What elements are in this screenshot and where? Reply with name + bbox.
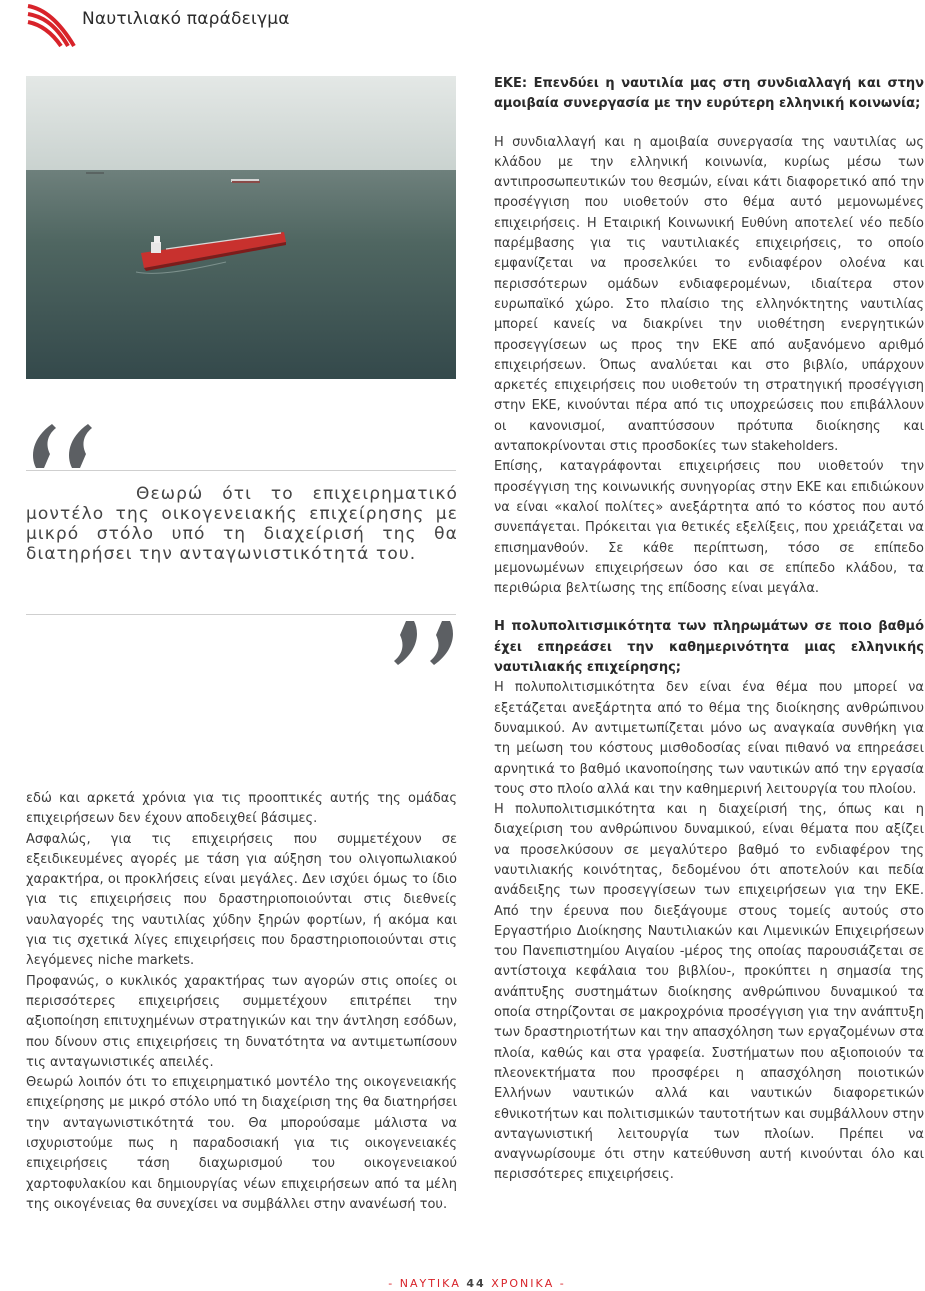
footer-dash: -: [559, 1277, 566, 1290]
wave-stripes-logo-icon: [26, 2, 78, 48]
interview-question-1: ΕΚΕ: Επενδύει η ναυτιλία μας στη συνδιαλλαγή και στην αμοιβαία συνεργασία με την ευρύτερη ελληνική κοινωνία;: [494, 76, 924, 112]
footer-word: ΧΡΟΝΙΚΑ: [491, 1277, 555, 1290]
left-paragraph: Θεωρώ λοιπόν ότι το επιχειρηματικό μοντέλο της οικογενειακής επιχείρησης με μικρό στόλο υπό τη διαχείριση της θα διατηρήσει την ανταγωνιστικότητά του. Θα μπορούσαμε μάλιστα να ισχυριστούμε πως η παραδοσιακή για τις οικογενειακές επιχειρήσεις τάση διαχωρισμού του οικογενειακού χαρτοφυλακίου και δημιουργίας νέων επιχειρήσεων από τα μέλη της οικογένειας θα συνεχίσει να συμβάλλει στην ανανέωσή του.: [26, 1075, 457, 1212]
page-header: [26, 0, 326, 48]
left-paragraph: Ασφαλώς, για τις επιχειρήσεις που συμμετέχουν σε εξειδικευμένες αγορές με τάση για αύξηση του ολιγοπωλιακού χαρακτήρα, οι προκλήσεις είναι μεγάλες. Δεν ισχύει όμως το ίδιο για τις επιχειρήσεις που δραστηριοποιούνται στις διεθνείς ναυλαγορές της ναυτιλίας χύδην ξηρών φορτίων, ή ακόμα και για τις σχετικά λίγες επιχειρήσεις που δραστηριοποιούνται στις λεγόμενες niche markets.: [26, 831, 457, 969]
section-title: Ναυτιλιακό παράδειγμα: [82, 9, 290, 29]
answer-paragraph: Η πολυπολιτισμικότητα δεν είναι ένα θέμα που μπορεί να εξετάζεται ανεξάρτητα από το θέμα της διοίκησης ανθρώπινου δυναμικού. Αν αντιμετωπίζεται μόνο ως αναγκαία συνθήκη για τη μείωση του κόστους μισθοδοσίας είναι πιθανό να επηρεάσει αρνητικά το βαθμό ικανοποίησης των ναυτικών από την εργασία τους στο πλοίο αλλά και την καθημερινή λειτουργία του πλοίου.: [494, 680, 924, 797]
footer-word: ΝΑΥΤΙΚΑ: [399, 1277, 461, 1290]
left-paragraph: Προφανώς, ο κυκλικός χαρακτήρας των αγορών στις οποίες οι περισσότερες επιχειρήσεις συμμετέχουν επιτρέπει την αξιοποίηση επιτυχημένων στρατηγικών και την άντληση εσόδων, που δίνουν στις επιχειρήσεις τη δυνατότητα να αντιμετωπίσουν τις ανταγωνιστικές απειλές.: [26, 973, 457, 1070]
answer-paragraph: Η πολυπολιτισμικότητα και η διαχείρισή της, όπως και η διαχείριση του ανθρώπινου δυναμικού, είναι θέματα που αξίζει να προσελκύσουν σε μεγαλύτερο βαθμό το ενδιαφέρον της ναυτιλιακής κοινότητας, δεδομένου ότι αποτελούν και πεδία ανάδειξης των προσεγγίσεων των επιχειρήσεων για την ΕΚΕ. Από την έρευνα που διεξάγουμε στους τομείς αυτούς στο Εργαστήριο Διοίκησης Ναυτιλιακών και Λιμενικών Επιχειρήσεων του Πανεπιστημίου Αιγαίου -μέρος της οποίας παρουσιάζεται σε αντίστοιχα κεφάλαια του βιβλίου-, προκύπτει η σημασία της ανάπτυξης συστημάτων διοίκησης ανθρώπινου δυναμικού τα οποία στηρίζονται σε μακροχρόνια προσέγγιση για την ανάπτυξη των δραστηριοτήτων και την απασχόληση των εργαζομένων στα πλοία, καθώς και στα γραφεία. Συστήματων που αξιοποιούν τα πλεονεκτήματα που προσφέρει η απασχόληση ποιοτικών Ελλήνων ναυτικών αλλά και ναυτικών διαφορετικών εθνικοτήτων και πολιτισμικών ταυτοτήτων και συμβάλλουν στην ανταγωνιστική λειτουργία των πλοίων. Πρέπει να αναγνωρίσουμε ότι στην κατεύθυνση αυτή κινούνται όλο και περισσότερες επιχειρήσεις.: [494, 802, 924, 1183]
answer-paragraph: Επίσης, καταγράφονται επιχειρήσεις που υιοθετούν την προσέγγιση της κοινωνικής συνηγορίας στην ΕΚΕ και επιδιώκουν να είναι «καλοί πολίτες» ανεξάρτητα από το κόστος που αυτό συνεπάγεται. Πρόκειται για θετικές εξελίξεις, που χρειάζεται να επισημανθούν. Σε κάθε περίπτωση, τόσο σε επίπεδο μεμονωμένων επιχειρήσεων όσο και σε επίπεδο κλάδου, τα περιθώρια βελτίωσης της επίδοσης είναι μεγάλα.: [494, 459, 924, 597]
footer-dash: -: [388, 1277, 395, 1290]
quote-bottom-rule: [26, 614, 456, 615]
page-footer: [0, 1277, 925, 1290]
pull-quote: [26, 484, 458, 564]
page-number: 44: [466, 1277, 486, 1290]
open-quote-mark-icon: [26, 420, 100, 474]
left-column: [26, 789, 457, 1215]
interview-question-2: Η πολυπολιτισμικότητα των πληρωμάτων σε ποιο βαθμό έχει επηρεάσει την καθημερινότητα μιας ελληνικής ναυτιλιακής επιχείρησης;: [494, 619, 924, 676]
pull-quote-text: Θεωρώ ότι το επιχειρηματικό μοντέλο της οικογενειακής επιχείρησης με μικρό στόλο υπό τη διαχείρισή της θα διατηρήσει την ανταγωνιστικότητά του.: [26, 484, 458, 564]
quote-top-rule: [26, 470, 456, 471]
tanker-ship-photo: [26, 76, 456, 379]
left-paragraph: εδώ και αρκετά χρόνια για τις προοπτικές αυτής της ομάδας επιχειρήσεων δεν έχουν αποδειχθεί βάσιμες.: [26, 791, 457, 827]
right-column: [494, 74, 924, 1186]
answer-paragraph: Η συνδιαλλαγή και η αμοιβαία συνεργασία της ναυτιλίας ως κλάδου με την ελληνική κοινωνία, κυρίως μέσω των αντιπροσωπευτικών του θεσμών, είναι κάτι διαφορετικό από την προσέγγιση που υιοθετούν στο θέμα αυτό μεμονωμένες επιχειρήσεις. Η Εταιρική Κοινωνική Ευθύνη αποτελεί νέο πεδίο παρέμβασης για τις ναυτιλιακές επιχειρήσεις, το οποίο εμφανίζεται να προσελκύει το ενδιαφέρον ολοένα και περισσότερων ομάδων ενδιαφερομένων, ιδιαίτερα στον ευρωπαϊκό χώρο. Στο πλαίσιο της ελληνόκτητης ναυτιλίας μπορεί κανείς να διακρίνει την υιοθέτηση ενεργητικών προσεγγίσεων ως προς την ΕΚΕ από αυξανόμενο αριθμό επιχειρήσεων. Όπως αναλύεται και στο βιβλίο, υπάρχουν αρκετές επιχειρήσεις που υιοθετούν τη στρατηγική προσέγγιση στην ΕΚΕ, κινούνται πέρα από τις υποχρεώσεις που επιβάλλουν οι κανονισμοί, αναπτύσσουν πρότυπα διοίκησης και ανταποκρίνονται στις προσδοκίες των stakeholders.: [494, 134, 924, 455]
close-quote-mark-icon: [388, 619, 458, 673]
